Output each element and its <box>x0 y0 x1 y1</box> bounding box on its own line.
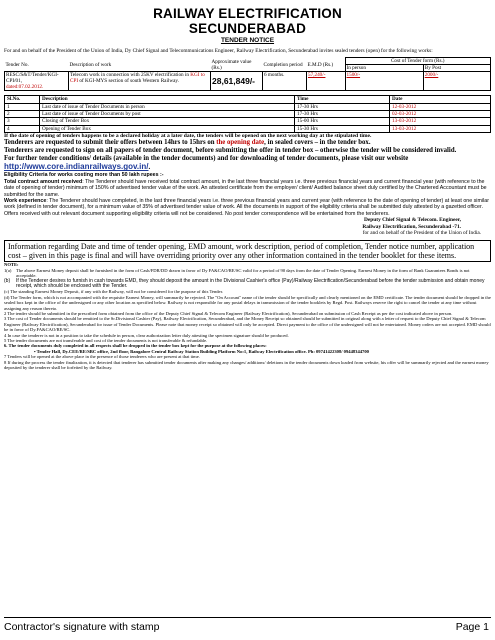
title-line-2: SECUNDERABAD <box>188 21 307 36</box>
note-number: 1(a) <box>4 267 12 273</box>
contractor-signature-label: Contractor's signature with stamp <box>4 621 160 633</box>
further-details <box>4 155 491 172</box>
note-6-location: • Tender Hall, Dy.CEE/RE/SBC office, 2nd floor, Bangalore Central Railway Station Building Platform No:1, Railway Electrification office. Ph: 09741422308/ 09448344700 <box>34 348 369 354</box>
sched-sl: 3 <box>5 118 40 125</box>
eligibility-experience-text: : The Tenderer should have completed, in the last three financial years i.e. three previous financial years and current year (with reference to the date of opening of tender) at least one similar work (defined in tender document), for a minimum value of 35% of advertised tender value of work. All the documents in support of the eligibility criteria shall be submitted duly attested by a gazetted officer. Offers received with out relevant document supporting eligibility criteria will not be considered. No post tender correspondence will be entertained from the tenderers. <box>4 197 489 217</box>
holiday-note: If the date of opening of tenders happens to be a declared holiday at a later date, the tenders will be opened on the next working day at the stipulated time. <box>4 132 372 139</box>
note-7: 7 Tenders will be opened at the above place in the presence of those tenderers who are present at that time. <box>4 354 200 360</box>
desc-part-b: of KGI-MYS section of south Western Railway. <box>78 78 179 85</box>
note-1c: (c) The standing Earnest Money Deposit, if any with the Railway, will not be considered for the purpose of this Tender. <box>4 289 224 295</box>
website-link[interactable]: http://www.core.indianrailways.gov.in/ <box>4 162 149 172</box>
sched-time: 15-30 Hrs <box>295 125 390 132</box>
further-text: For further tender conditions/ details (available in the tender documents) and for downloading of tender documents, please visit our website <box>4 155 409 163</box>
cost-by-post: 2000/- <box>423 72 490 91</box>
sched-date: 13-03-2012 <box>390 118 491 125</box>
sched-sl: 1 <box>5 103 40 110</box>
submit-opening-date: the opening date <box>216 139 265 147</box>
note-2: 2 The tender should be submitted in the prescribed form obtained from the office of the Deputy Chief Signal & Telecom Engineer (Railway Electrification), Secunderabad on submission of Cash Receipt as per the cost indicated above in person. <box>4 311 453 317</box>
table-row <box>5 103 491 110</box>
col-in-person: In person <box>345 65 423 72</box>
table-row <box>5 118 491 125</box>
note-6: 6. The tender documents duly completed in all respects shall be dropped in the tender box kept for the purpose at the following places: <box>4 343 267 349</box>
tender-number: RESC/S&T/Tender/KGI-CPI/01, <box>6 72 59 85</box>
note-number: (b) <box>4 277 11 284</box>
note-1a <box>4 268 491 279</box>
completion-period: 6 months. <box>263 72 307 91</box>
col-value: Approximate value (Rs.) <box>211 58 252 71</box>
signatory-office: Railway Electrification, Secunderabad -71. <box>362 223 461 230</box>
sched-h-sl: Sl.No. <box>5 96 40 103</box>
tender-dated: dated:07.02.2012. <box>6 84 44 91</box>
sched-time: 17-30 Hrs <box>295 111 390 118</box>
tender-notice-page <box>4 6 491 370</box>
note-4: 4 In case the tenderer is not in a position to take the schedule in person, clear authorization letter duly attesting the specimen signature should be produced. <box>4 332 289 338</box>
eligibility-amount-head: Total contract amount received <box>4 178 83 185</box>
table-row <box>5 125 491 132</box>
sched-time: 15-00 Hrs <box>295 118 390 125</box>
col-cost: Cost of Tender form (Rs.) <box>345 58 491 65</box>
sched-desc: Opening of Tender Box <box>40 125 295 132</box>
note-1d: (d) The Tender form, which is not accompanied with the requisite Earnest Money, will summarily be rejected. The "On Account" name of the tender should be specifically and clearly mentioned on the EMD certificate. The tender document should be dropped in the sealed box kept in the office of the undersigned or any other location as specified below. Railway is not responsible for any postal delays in transmission of the tender booklets by Regd. Post. Railways reserve the right to cancel the tender at any time without assigning any reason thereto. <box>4 294 491 311</box>
notes-heading: NOTE: <box>4 262 19 268</box>
sched-time: 17-30 Hrs <box>295 103 390 110</box>
further-end: . <box>148 164 151 172</box>
title-line-1: RAILWAY ELECTRIFICATION <box>153 6 342 21</box>
intro-text: For and on behalf of the President of the Union of India, Dy Chief Signal and Telecommunications Engineer, Railway Electrification, Secunderabad invites sealed tenders (open) for the following works: <box>4 48 433 54</box>
submit-part-a: Tenderers are requested to submit their offers between 14hrs to 15hrs on <box>4 139 217 147</box>
note-text: The above Earnest Money deposit shall be furnished in the form of Cash/FDR/DD drawn in favor of Dy FA&CAO/RE/SC valid for a period of 90 days from the date of Tender Opening. Earnest Money in the form of Bank Guarantees Bonds is not acceptable. <box>16 267 470 279</box>
eligibility-amount-text: : The Tenderer should have received total contract amount, in the last three financial years i.e. three previous financial years and current financial year (with reference to the date of opening of tender) minimum of 150% of advertised tender value of the work. An attested certificate from the employer/ client/ Audited balance sheet duly certified by the Chartered Accountant must be submitted for the same. <box>4 178 487 198</box>
note-8: 8 If during the process the tender finalization, it is detected that tenderer has submitted tender documents after making any changes/ additions/ deletions in the tender documents down loaded from website, his offer will be summarily rejected and the earnest money deposited by the tenderer shall be forfeited by the Railway. <box>4 359 489 371</box>
emd-amount: 57,240/- <box>307 72 346 91</box>
cost-in-person: 1500/- <box>345 72 423 91</box>
signatory-behalf: for and on behalf of the President of the Union of India. <box>362 230 481 237</box>
eligibility-amount <box>4 179 491 198</box>
subtitle: TENDER NOTICE <box>220 37 275 44</box>
page-number: Page 1 <box>455 621 489 633</box>
page-footer <box>4 617 491 633</box>
sched-desc: Last date of issue of Tender Documents by post <box>40 111 295 118</box>
sched-h-time: Time <box>295 96 390 103</box>
tender-number-cell <box>5 72 69 91</box>
eligibility-experience <box>4 198 491 217</box>
col-completion: Completion period <box>263 61 303 68</box>
eligibility-heading: Eligibility Criteria for works costing more than 50 lakh rupees :- <box>4 172 164 179</box>
sched-h-desc: Description <box>40 96 295 103</box>
table-row <box>5 111 491 118</box>
submit-note <box>4 139 491 147</box>
sched-desc: Closing of Tender Box <box>40 118 295 125</box>
sched-sl: 4 <box>5 125 40 132</box>
sched-h-date: Date <box>390 96 491 103</box>
eligibility-experience-head: Work experience <box>4 197 47 204</box>
note-text: If the Tenderer desires to furnish in cash towards EMD, they should deposit the amount in the Divisional Cashier's office (Pay)/Railway Electrification/Secunderabad before the tender submission and obtain money receipt, which should be enclosed with the Tender. <box>16 277 485 289</box>
tender-table <box>4 57 491 91</box>
sched-date: 02-03-2012 <box>390 111 491 118</box>
notes-section <box>4 262 491 370</box>
sched-date: 12-03-2012 <box>390 103 491 110</box>
desc-section: KGI to CPI <box>70 72 205 85</box>
work-description <box>69 72 211 91</box>
col-description: Description of work <box>69 61 112 68</box>
info-box: Information regarding Date and time of tender opening, EMD amount, work description, period of completion, Tender notice number, application cost – given in this page is final and will have overriding priority over any other information contained in the tender booklet for these items. <box>4 240 491 263</box>
sign-papers-note: Tenderers are requested to sign on all papers of tender document, before submitting the offer in tender box – otherwise the tender will be considered invalid. <box>4 147 457 155</box>
sched-sl: 2 <box>5 111 40 118</box>
signatory-title: Deputy Chief Signal & Telecom. Engineer, <box>364 217 461 224</box>
col-tender-no: Tender No. <box>5 61 29 68</box>
note-1b <box>4 279 491 290</box>
note-3: 3 The cost of Tender documents should be remitted to the Sr.Divisional Cashier (Pay), Railway Electrification, Secunderabad, and the Money Receipt so obtained should be submitted in original along with a letter of request to the Deputy Chief Signal & Telecom Engineer (Railway Electrification), Secunderabad for issue of Tender Documents. Please note that money receipt so obtained will only be accepted. Direct payment to the office of the undersigned will not be entertained. Money orders are not accepted. EMD should be in favor of Dy.FA&CAO/RE/SC. <box>4 316 491 333</box>
col-emd: E.M.D (Rs.) <box>307 61 334 68</box>
approx-value: 28,61,849/- <box>211 72 263 91</box>
sched-date: 13-03-2012 <box>390 125 491 132</box>
note-5: 5 The tender documents are not transferable and cost of the tender documents is not transferable & refundable. <box>4 338 208 344</box>
sched-desc: Last date of issue of Tender Documents in person <box>40 103 295 110</box>
col-by-post: By Post <box>423 65 490 72</box>
submit-part-b: , in sealed covers – in the tender box. <box>264 139 371 147</box>
desc-part-a: Telecom work in connection with 25KV electrification in <box>70 72 191 79</box>
schedule-table <box>4 95 491 132</box>
